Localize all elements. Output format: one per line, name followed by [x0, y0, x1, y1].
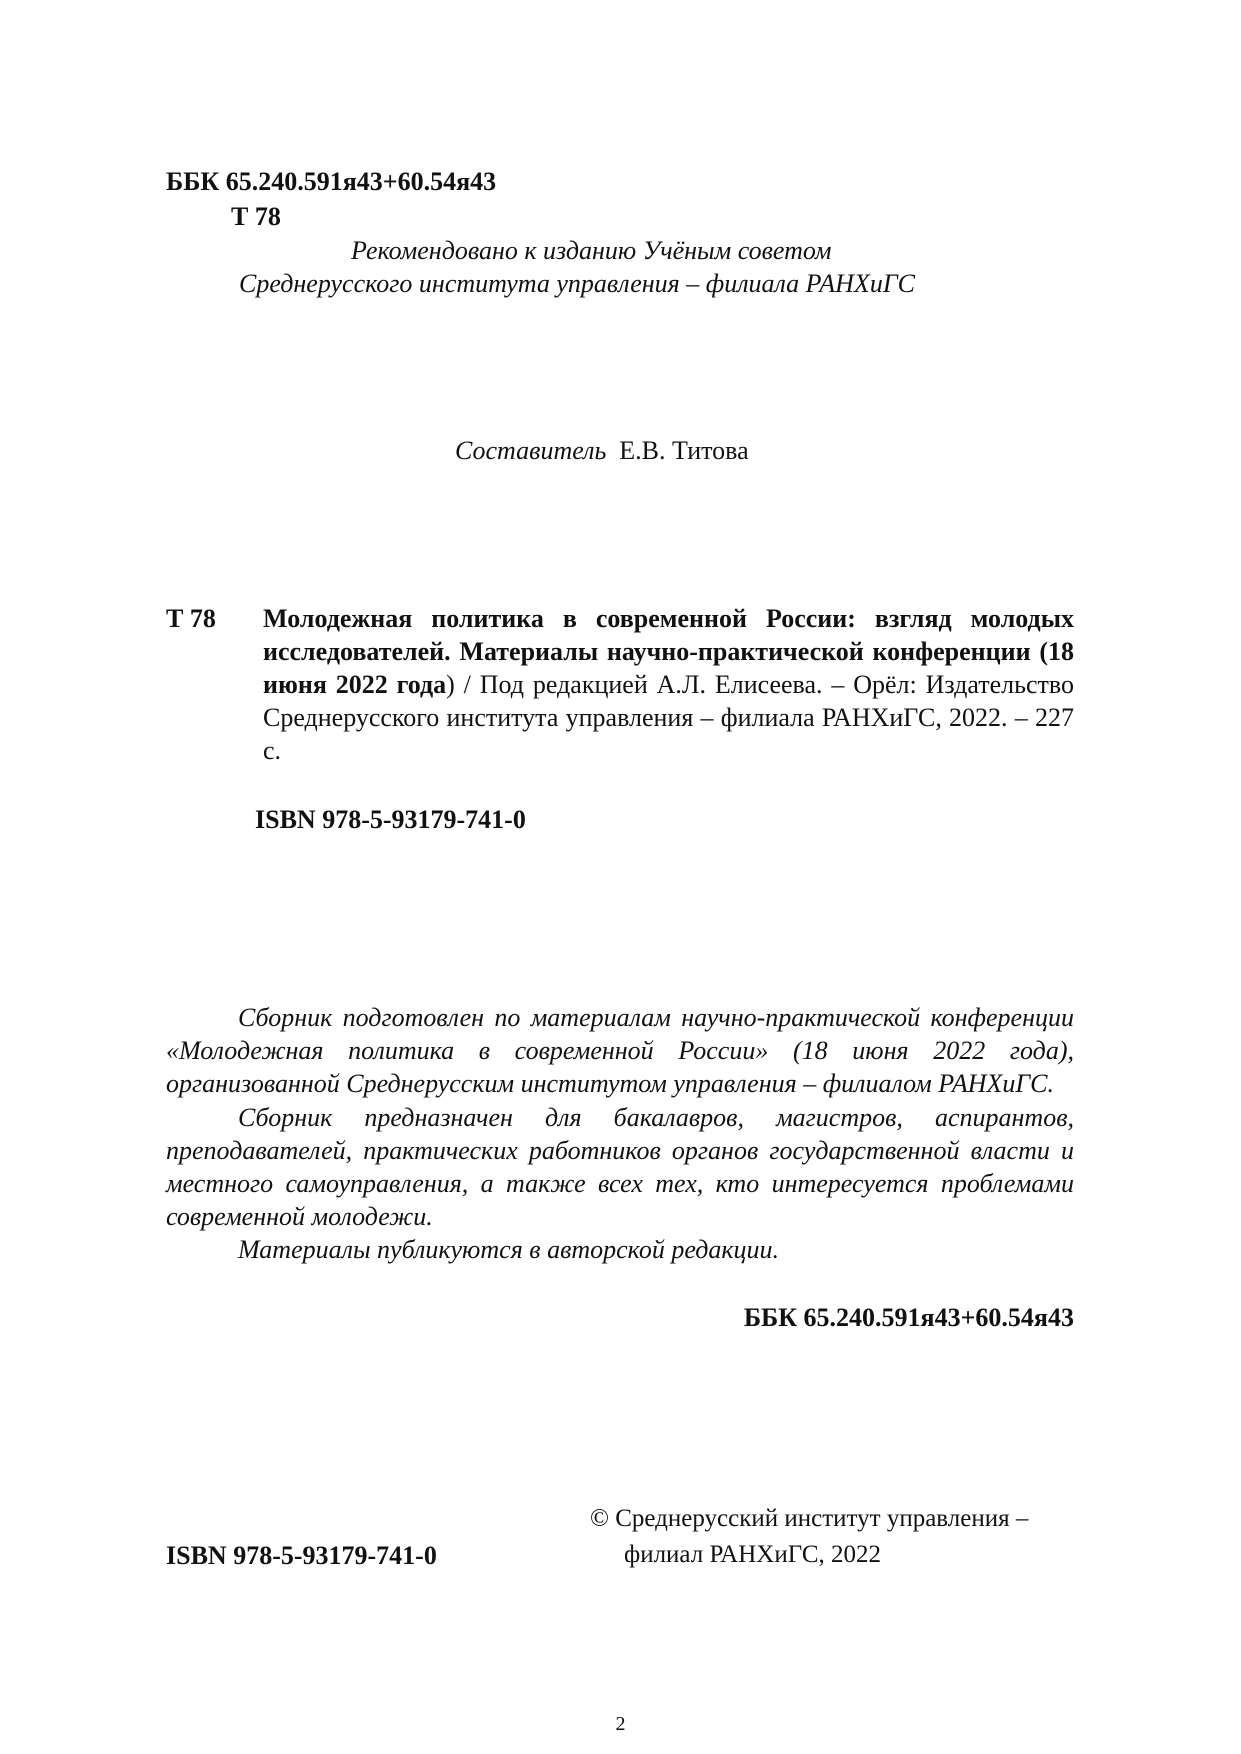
- publication-details: / Под редакцией А.Л. Елисеева. – Орёл: Издательство Среднерусского института управления – филиала РАНХиГС, 2022. – 227 с.: [263, 670, 1074, 765]
- recommendation-line-1: Рекомендовано к изданию Учёным советом: [351, 236, 832, 265]
- isbn-bottom: ISBN 978-5-93179-741-0: [166, 1541, 437, 1570]
- annotation-paragraph-1: Сборник подготовлен по материалам научно-практической конференции «Молодежная политика в современной России» (18 июня 2022 года), организованной Среднерусским институтом управления – филиалом РАНХиГС.: [166, 1003, 1074, 1099]
- copyright-line-2: филиал РАНХиГС, 2022: [624, 1541, 882, 1568]
- compiler-label: Составитель: [455, 436, 607, 465]
- annotation-paragraph-3: Материалы публикуются в авторской редакции.: [238, 1235, 780, 1265]
- author-sign: Т 78: [231, 202, 281, 231]
- page-number: 2: [615, 1713, 626, 1735]
- bibliographic-author-sign: Т 78: [166, 604, 216, 633]
- bbk-classification: ББК 65.240.591я43+60.54я43: [166, 167, 497, 196]
- annotation-paragraph-2: Сборник предназначен для бакалавров, магистров, аспирантов, преподавателей, практических работников органов государственной власти и местного самоуправления, а также всех тех, кто интересуется проблемами современной молодежи.: [166, 1102, 1074, 1232]
- compiler-name: Е.В. Титова: [619, 436, 749, 465]
- compiler-line: [455, 434, 749, 468]
- copyright-line-1: © Среднерусский институт управления –: [590, 1505, 1029, 1532]
- title-closing-paren: ): [446, 670, 455, 699]
- isbn-middle: ISBN 978-5-93179-741-0: [255, 805, 526, 834]
- recommendation-line-2: Среднерусского института управления – филиала РАНХиГС: [239, 269, 915, 298]
- book-title: Молодежная политика в современной России: взгляд молодых исследователей. Материалы научно-практической конференции (18 июня 2022 года: [263, 604, 1074, 699]
- copyright-notice: [590, 1501, 1028, 1573]
- bbk-classification-bottom: ББК 65.240.591я43+60.54я43: [743, 1303, 1074, 1332]
- annotation: [166, 1001, 1074, 1267]
- bibliographic-description: [263, 602, 1074, 767]
